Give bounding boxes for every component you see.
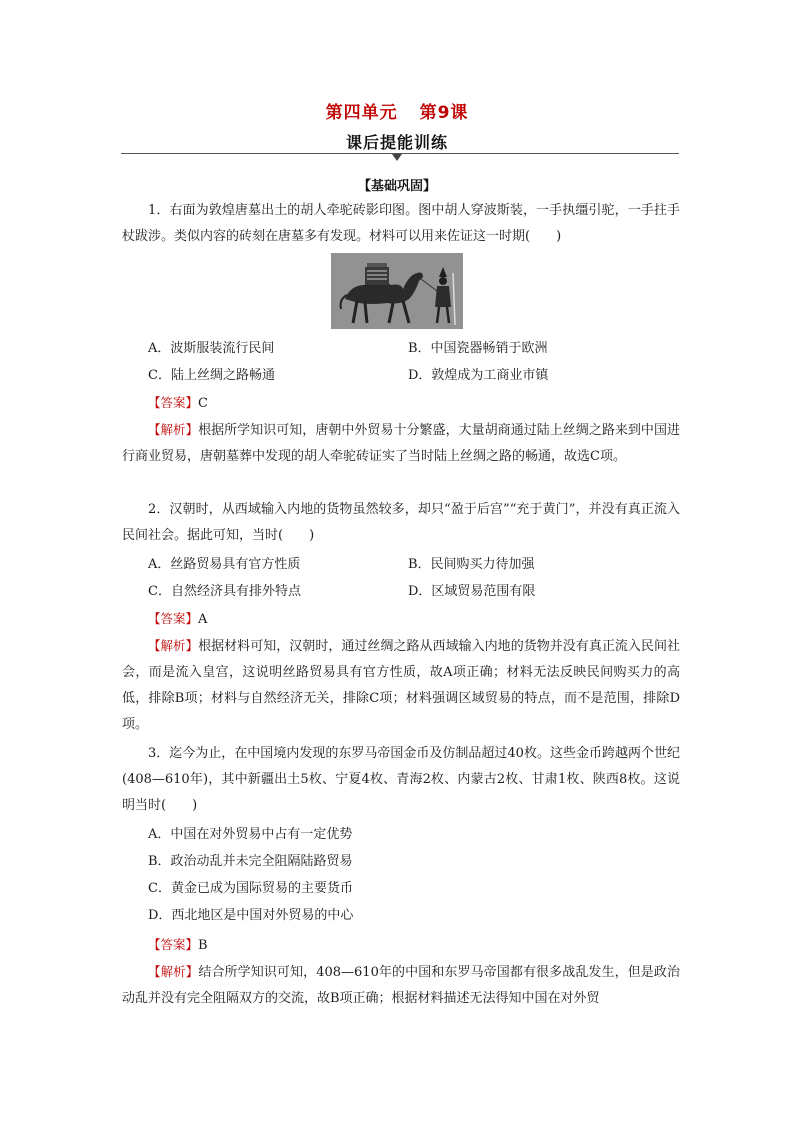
q3-analysis: 【解析】结合所学知识可知，408—610年的中国和东罗马帝国都有很多战乱发生，但是政治动乱并没有完全阻隔双方的交流，故B项正确；根据材料描述无法得知中国在对外贸 bbox=[122, 964, 680, 1006]
divider-arrow-icon bbox=[392, 154, 402, 161]
q3-option-b: B．政治动乱并未完全阻隔陆路贸易 bbox=[148, 854, 353, 869]
camel-icon bbox=[331, 253, 463, 329]
camel-brick-image bbox=[331, 253, 463, 329]
q1-option-a: A．波斯服装流行民间 bbox=[148, 341, 275, 356]
q2-option-c: C．自然经济具有排外特点 bbox=[148, 584, 301, 599]
question-1-stem: 1．右面为敦煌唐墓出土的胡人牵驼砖影印图。图中胡人穿波斯装，一手执缰引驼，一手拄手杖跋涉。类似内容的砖刻在唐墓多有发现。材料可以用来佐证这一时期( ) bbox=[122, 203, 680, 244]
q1-option-b: B．中国瓷器畅销于欧洲 bbox=[408, 341, 548, 356]
q3-option-c: C．黄金已成为国际贸易的主要货币 bbox=[148, 881, 353, 896]
question-2-stem: 2．汉朝时，从西域输入内地的货物虽然较多，却只“盈于后宫”“充于黄门”，并没有真正流入民间社会。据此可知，当时( ) bbox=[122, 502, 680, 543]
unit-title: 第四单元 第9课 bbox=[325, 103, 469, 123]
q1-answer: 【答案】C bbox=[148, 395, 208, 411]
q2-analysis: 【解析】根据材料可知，汉朝时，通过丝绸之路从西域输入内地的货物并没有真正流入民间社会，而是流入皇宫，这说明丝路贸易具有官方性质，故A项正确；材料无法反映民间购买力的高低，排除B项；材料与自然经济无关，排除C项；材料强调区域贸易的特点，而不是范围，排除D项。 bbox=[122, 638, 680, 732]
q2-option-b: B．民间购买力待加强 bbox=[408, 557, 535, 572]
page-subtitle: 课后提能训练 bbox=[345, 133, 448, 152]
q1-option-d: D．敦煌成为工商业市镇 bbox=[408, 368, 549, 383]
q2-answer: 【答案】A bbox=[148, 611, 208, 627]
question-3-stem: 3．迄今为止，在中国境内发现的东罗马帝国金币及仿制品超过40枚。这些金币跨越两个世纪(408—610年)，其中新疆出土5枚、宁夏4枚、青海2枚、内蒙古2枚、甘肃1枚、陕西8枚。这说明当时( ) bbox=[122, 746, 680, 813]
q3-option-a: A．中国在对外贸易中占有一定优势 bbox=[148, 827, 353, 842]
q2-option-d: D．区域贸易范围有限 bbox=[408, 584, 536, 599]
section-heading: 【基础巩固】 bbox=[357, 179, 436, 194]
q2-option-a: A．丝路贸易具有官方性质 bbox=[148, 557, 301, 572]
q3-option-d: D．西北地区是中国对外贸易的中心 bbox=[148, 908, 354, 923]
q1-analysis: 【解析】根据所学知识可知，唐朝中外贸易十分繁盛，大量胡商通过陆上丝绸之路来到中国进行商业贸易，唐朝墓葬中发现的胡人牵驼砖证实了当时陆上丝绸之路的畅通，故选C项。 bbox=[122, 422, 680, 464]
q3-answer: 【答案】B bbox=[148, 937, 208, 953]
q1-option-c: C．陆上丝绸之路畅通 bbox=[148, 368, 275, 383]
